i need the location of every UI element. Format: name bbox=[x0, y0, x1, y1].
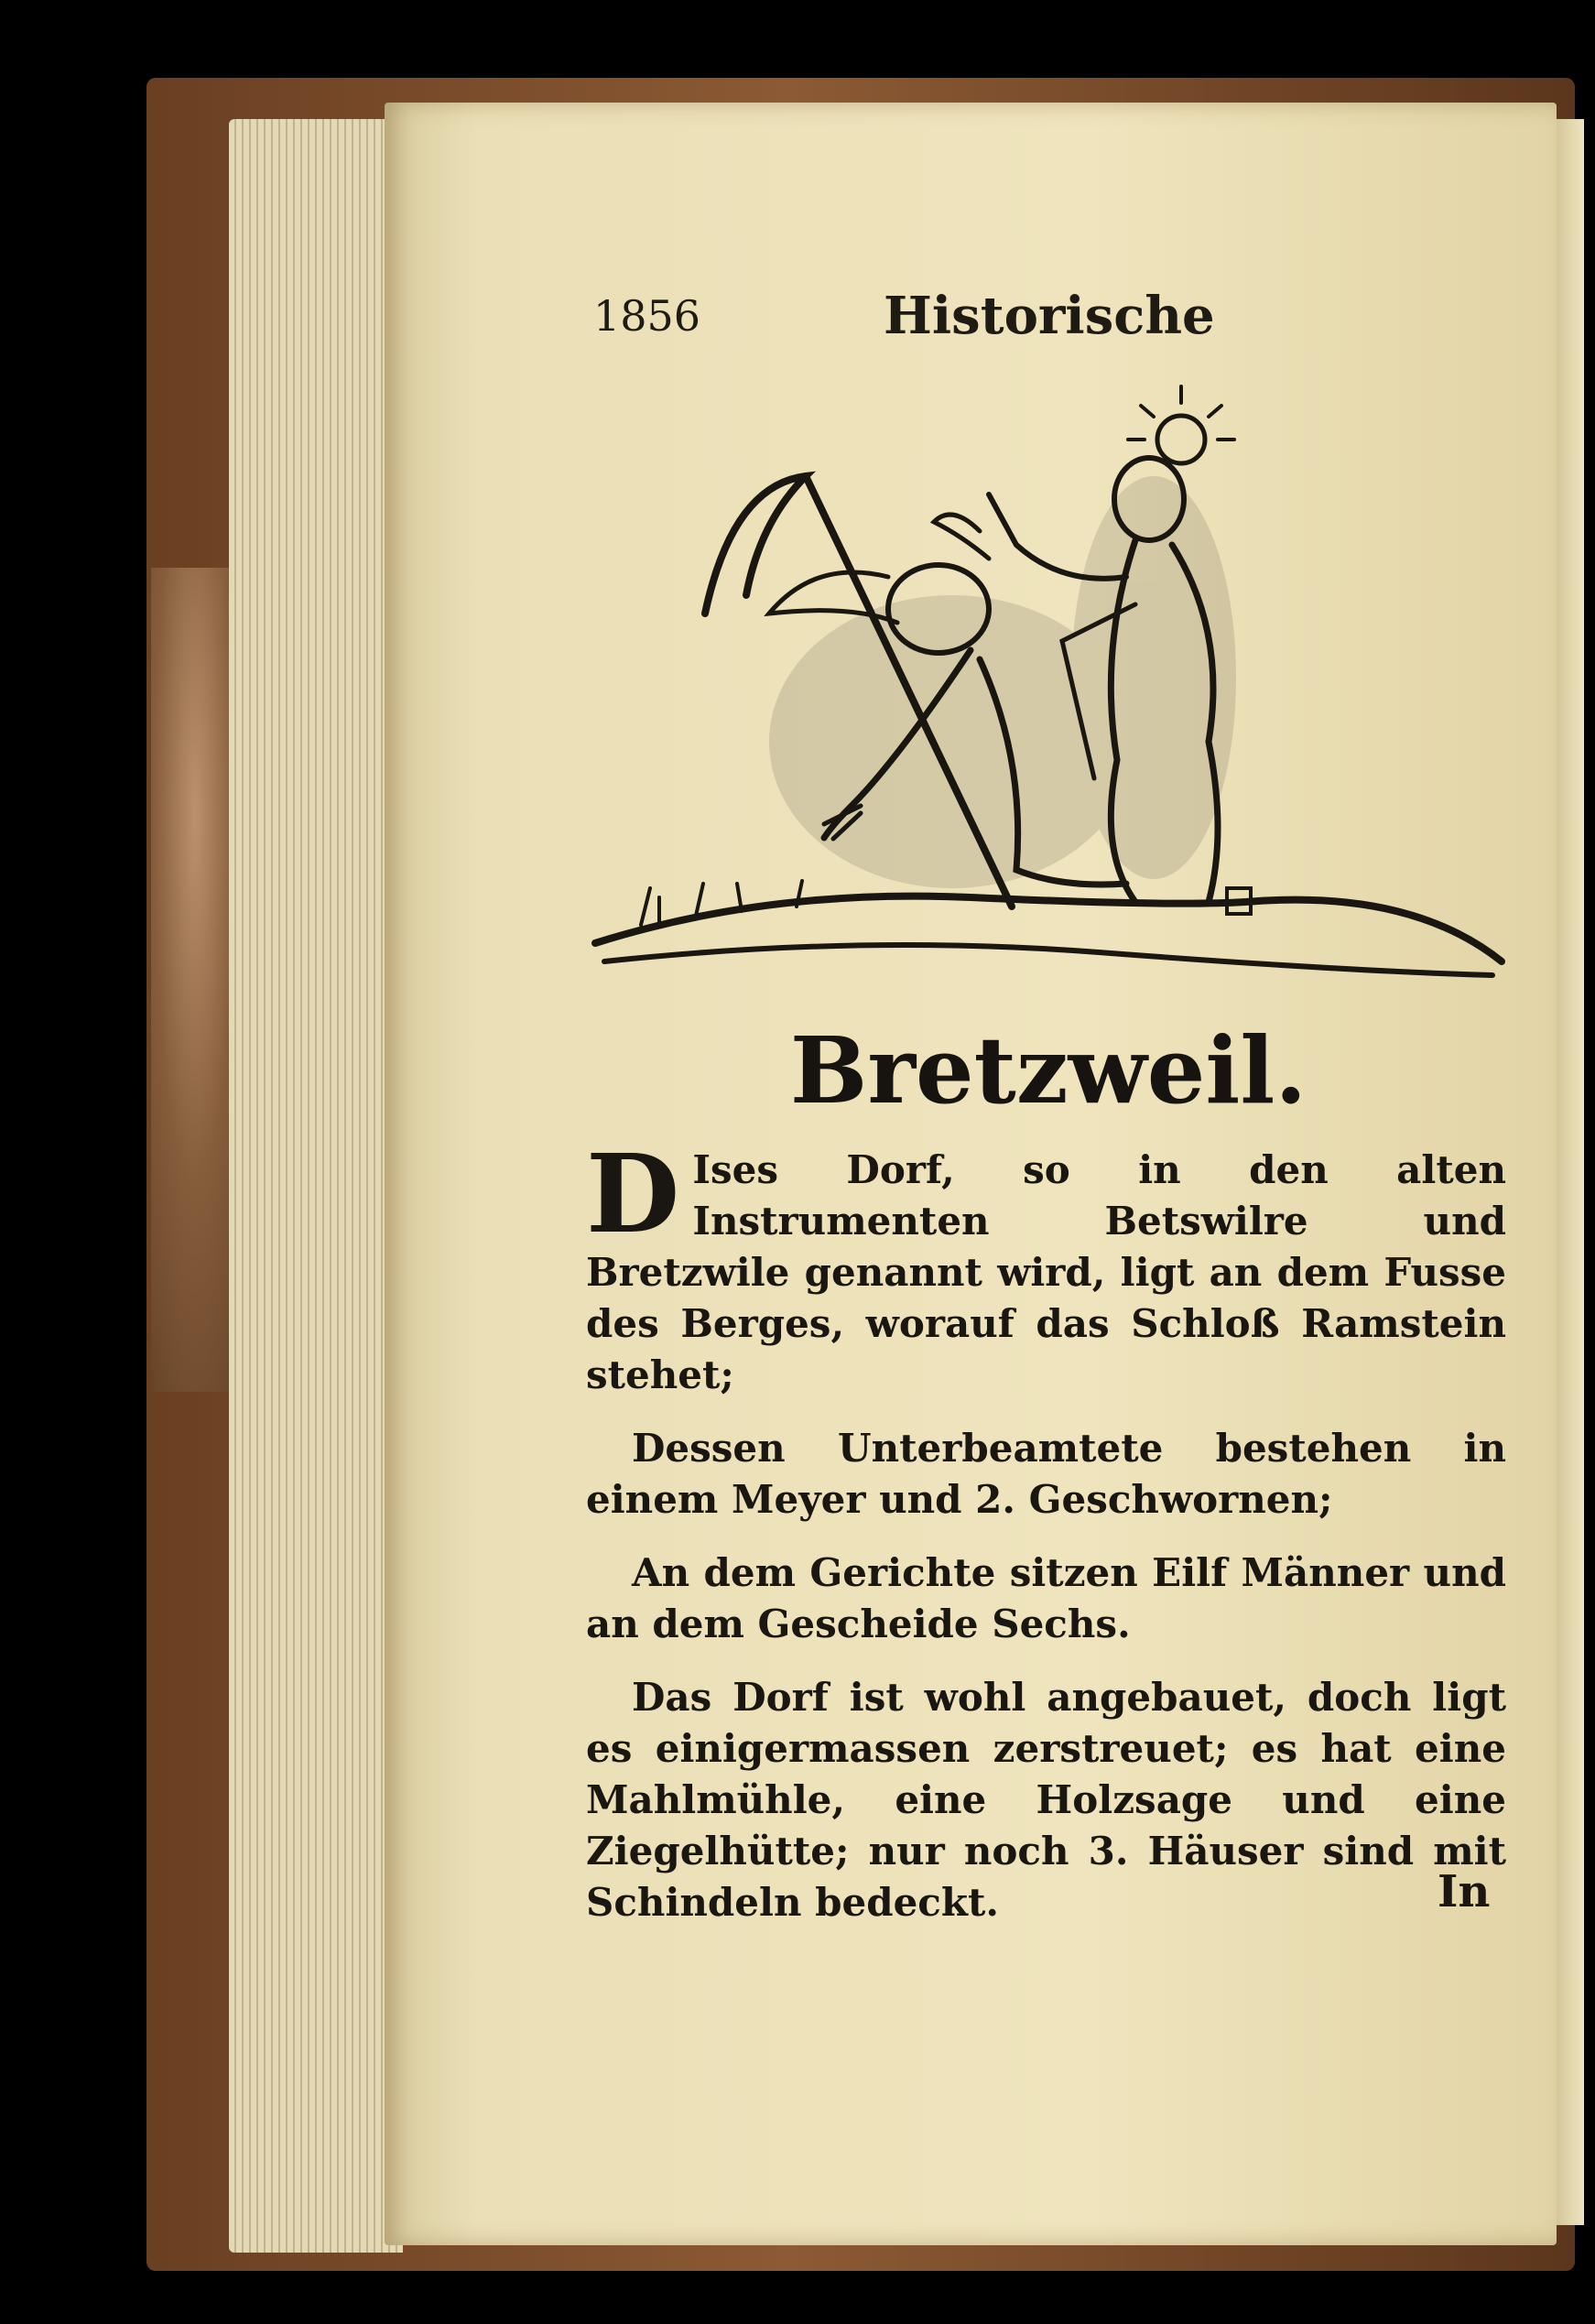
page-number: 1856 bbox=[593, 291, 701, 341]
chapter-title: Bretzweil. bbox=[789, 1016, 1307, 1124]
paragraph-2: Dessen Unterbeamtete bestehen in einem Meyer und 2. Geschwornen; bbox=[586, 1426, 1506, 1522]
woodcut-illustration bbox=[586, 375, 1511, 998]
paragraph-4: Das Dorf ist wohl angebauet, doch ligt es einigermassen zerstreuet; es hat eine Mahlmühle, eine Holzsage und eine Ziegelhütte; nur noch 3. Häuser sind mit Schindeln bedeckt. bbox=[586, 1675, 1506, 1925]
body-text bbox=[586, 1130, 1506, 1950]
running-head: Historische bbox=[884, 286, 1215, 346]
paragraph-3: An dem Gerichte sitzen Eilf Männer und an dem Gescheide Sechs. bbox=[586, 1550, 1506, 1646]
page-edges bbox=[229, 119, 403, 2253]
paragraph-1 bbox=[586, 1130, 1506, 1401]
drop-cap: D bbox=[586, 1130, 680, 1257]
paragraph-1-text: Ises Dorf, so in den alten Instrumenten Betswilre und Bretzwile genannt wird, ligt an dem Fusse des Berges, worauf das Schloß Ramstein stehet; bbox=[586, 1147, 1506, 1397]
catchword: In bbox=[1438, 1866, 1491, 1917]
